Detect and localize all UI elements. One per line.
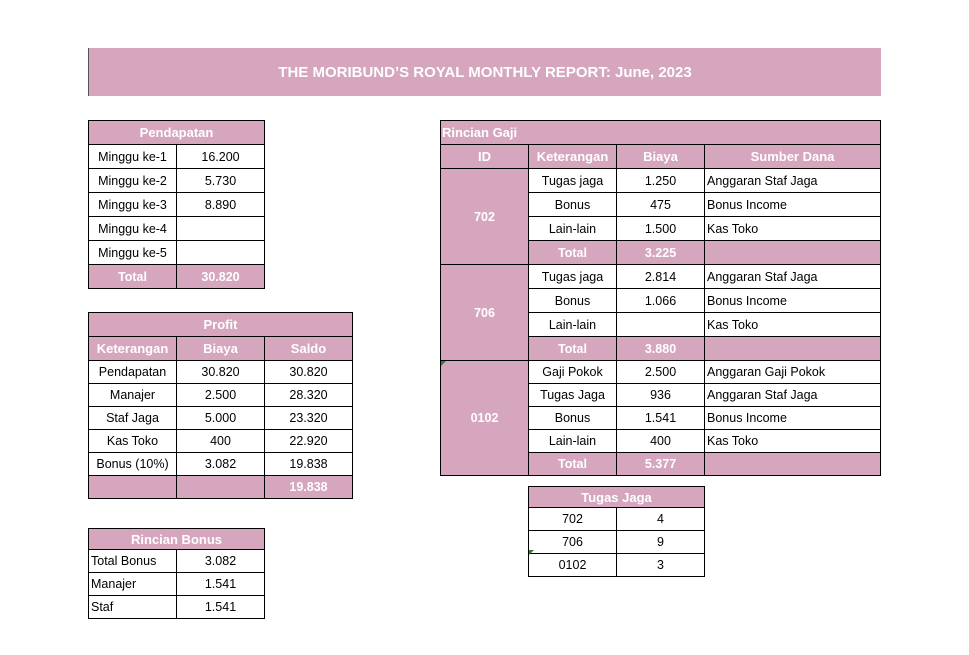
gaji-group-total-value[interactable]: 5.377 — [617, 453, 705, 476]
profit-row-keterangan[interactable]: Pendapatan — [89, 361, 177, 384]
gaji-group-id[interactable]: 706 — [441, 265, 529, 361]
profit-row-saldo[interactable]: 19.838 — [265, 453, 353, 476]
rincian-bonus-header: Rincian Bonus — [89, 529, 265, 550]
tugas-jaga-row-count[interactable]: 9 — [617, 531, 705, 554]
gaji-row-keterangan[interactable]: Tugas jaga — [529, 265, 617, 289]
gaji-group-total-empty[interactable] — [705, 241, 881, 265]
gaji-row-sumber[interactable]: Bonus Income — [705, 193, 881, 217]
profit-row-saldo[interactable]: 30.820 — [265, 361, 353, 384]
gaji-row-keterangan[interactable]: Bonus — [529, 193, 617, 217]
pendapatan-week-label[interactable]: Minggu ke-5 — [89, 241, 177, 265]
pendapatan-week-label[interactable]: Minggu ke-4 — [89, 217, 177, 241]
tugas-jaga-header: Tugas Jaga — [529, 487, 705, 508]
profit-row-biaya[interactable]: 400 — [177, 430, 265, 453]
gaji-row-keterangan[interactable]: Lain-lain — [529, 430, 617, 453]
gaji-row-biaya[interactable]: 1.250 — [617, 169, 705, 193]
bonus-row-label[interactable]: Staf — [89, 596, 177, 619]
pendapatan-total-label[interactable]: Total — [89, 265, 177, 289]
profit-final-saldo[interactable]: 19.838 — [265, 476, 353, 499]
tugas-jaga-row-count[interactable]: 3 — [617, 554, 705, 577]
gaji-row-sumber[interactable]: Kas Toko — [705, 313, 881, 337]
gaji-row-biaya[interactable]: 400 — [617, 430, 705, 453]
gaji-col-biaya: Biaya — [617, 145, 705, 169]
profit-row-biaya[interactable]: 3.082 — [177, 453, 265, 476]
gaji-row-keterangan[interactable]: Lain-lain — [529, 313, 617, 337]
gaji-row-biaya[interactable]: 936 — [617, 384, 705, 407]
gaji-col-sumber-dana: Sumber Dana — [705, 145, 881, 169]
gaji-group-total-label[interactable]: Total — [529, 337, 617, 361]
bonus-row-value[interactable]: 1.541 — [177, 596, 265, 619]
gaji-row-biaya[interactable] — [617, 313, 705, 337]
rincian-bonus-table — [88, 528, 265, 619]
gaji-row-biaya[interactable]: 2.500 — [617, 361, 705, 384]
gaji-group-total-value[interactable]: 3.225 — [617, 241, 705, 265]
pendapatan-week-label[interactable]: Minggu ke-2 — [89, 169, 177, 193]
profit-row-keterangan[interactable]: Manajer — [89, 384, 177, 407]
gaji-col-id: ID — [441, 145, 529, 169]
gaji-row-sumber[interactable]: Kas Toko — [705, 217, 881, 241]
profit-row-saldo[interactable]: 23.320 — [265, 407, 353, 430]
gaji-row-keterangan[interactable]: Tugas jaga — [529, 169, 617, 193]
bonus-row-value[interactable]: 3.082 — [177, 550, 265, 573]
gaji-row-sumber[interactable]: Kas Toko — [705, 430, 881, 453]
gaji-row-keterangan[interactable]: Lain-lain — [529, 217, 617, 241]
pendapatan-total-value[interactable]: 30.820 — [177, 265, 265, 289]
profit-row-saldo[interactable]: 22.920 — [265, 430, 353, 453]
pendapatan-week-label[interactable]: Minggu ke-3 — [89, 193, 177, 217]
report-title-banner — [88, 48, 881, 96]
gaji-row-biaya[interactable]: 475 — [617, 193, 705, 217]
banner-underline — [705, 96, 793, 97]
comment-indicator-icon[interactable] — [529, 550, 534, 555]
profit-row-keterangan[interactable]: Kas Toko — [89, 430, 177, 453]
profit-row-keterangan[interactable]: Staf Jaga — [89, 407, 177, 430]
pendapatan-header: Pendapatan — [89, 121, 265, 145]
gaji-group-total-label[interactable]: Total — [529, 241, 617, 265]
comment-indicator-icon[interactable] — [441, 361, 446, 366]
gaji-row-biaya[interactable]: 1.066 — [617, 289, 705, 313]
pendapatan-week-value[interactable]: 16.200 — [177, 145, 265, 169]
tugas-jaga-row-id[interactable]: 706 — [529, 531, 617, 554]
bonus-row-label[interactable]: Total Bonus — [89, 550, 177, 573]
gaji-row-sumber[interactable]: Bonus Income — [705, 289, 881, 313]
pendapatan-week-value[interactable] — [177, 241, 265, 265]
gaji-row-sumber[interactable]: Anggaran Staf Jaga — [705, 265, 881, 289]
gaji-row-sumber[interactable]: Anggaran Staf Jaga — [705, 384, 881, 407]
bonus-row-label[interactable]: Manajer — [89, 573, 177, 596]
bonus-row-value[interactable]: 1.541 — [177, 573, 265, 596]
profit-row-biaya[interactable]: 2.500 — [177, 384, 265, 407]
gaji-row-keterangan[interactable]: Tugas Jaga — [529, 384, 617, 407]
gaji-group-total-value[interactable]: 3.880 — [617, 337, 705, 361]
profit-row-keterangan[interactable]: Bonus (10%) — [89, 453, 177, 476]
pendapatan-week-label[interactable]: Minggu ke-1 — [89, 145, 177, 169]
profit-row-saldo[interactable]: 28.320 — [265, 384, 353, 407]
profit-row-biaya[interactable]: 5.000 — [177, 407, 265, 430]
rincian-gaji-table — [440, 120, 881, 476]
pendapatan-week-value[interactable]: 5.730 — [177, 169, 265, 193]
gaji-row-biaya[interactable]: 1.500 — [617, 217, 705, 241]
gaji-row-sumber[interactable]: Anggaran Staf Jaga — [705, 169, 881, 193]
pendapatan-week-value[interactable] — [177, 217, 265, 241]
gaji-group-id[interactable]: 0102 — [441, 361, 529, 476]
profit-final-empty-cell[interactable] — [89, 476, 177, 499]
tugas-jaga-row-id[interactable]: 702 — [529, 508, 617, 531]
gaji-row-keterangan[interactable]: Bonus — [529, 407, 617, 430]
gaji-row-biaya[interactable]: 1.541 — [617, 407, 705, 430]
profit-final-empty-cell[interactable] — [177, 476, 265, 499]
gaji-row-keterangan[interactable]: Bonus — [529, 289, 617, 313]
tugas-jaga-row-count[interactable]: 4 — [617, 508, 705, 531]
profit-col-biaya: Biaya — [177, 337, 265, 361]
rincian-gaji-header: Rincian Gaji — [441, 121, 881, 145]
gaji-col-keterangan: Keterangan — [529, 145, 617, 169]
profit-col-saldo: Saldo — [265, 337, 353, 361]
tugas-jaga-row-id[interactable]: 0102 — [529, 554, 617, 577]
profit-table — [88, 312, 353, 499]
profit-header: Profit — [89, 313, 353, 337]
profit-col-keterangan: Keterangan — [89, 337, 177, 361]
gaji-group-total-label[interactable]: Total — [529, 453, 617, 476]
tugas-jaga-table — [528, 486, 705, 577]
gaji-group-id[interactable]: 702 — [441, 169, 529, 265]
report-title: THE MORIBUND’S ROYAL MONTHLY REPORT: June, 2023 — [278, 63, 692, 81]
gaji-row-keterangan[interactable]: Gaji Pokok — [529, 361, 617, 384]
profit-row-biaya[interactable]: 30.820 — [177, 361, 265, 384]
gaji-row-biaya[interactable]: 2.814 — [617, 265, 705, 289]
pendapatan-table — [88, 120, 265, 289]
gaji-row-sumber[interactable]: Bonus Income — [705, 407, 881, 430]
gaji-group-total-empty[interactable] — [705, 337, 881, 361]
gaji-group-total-empty[interactable] — [705, 453, 881, 476]
gaji-row-sumber[interactable]: Anggaran Gaji Pokok — [705, 361, 881, 384]
pendapatan-week-value[interactable]: 8.890 — [177, 193, 265, 217]
